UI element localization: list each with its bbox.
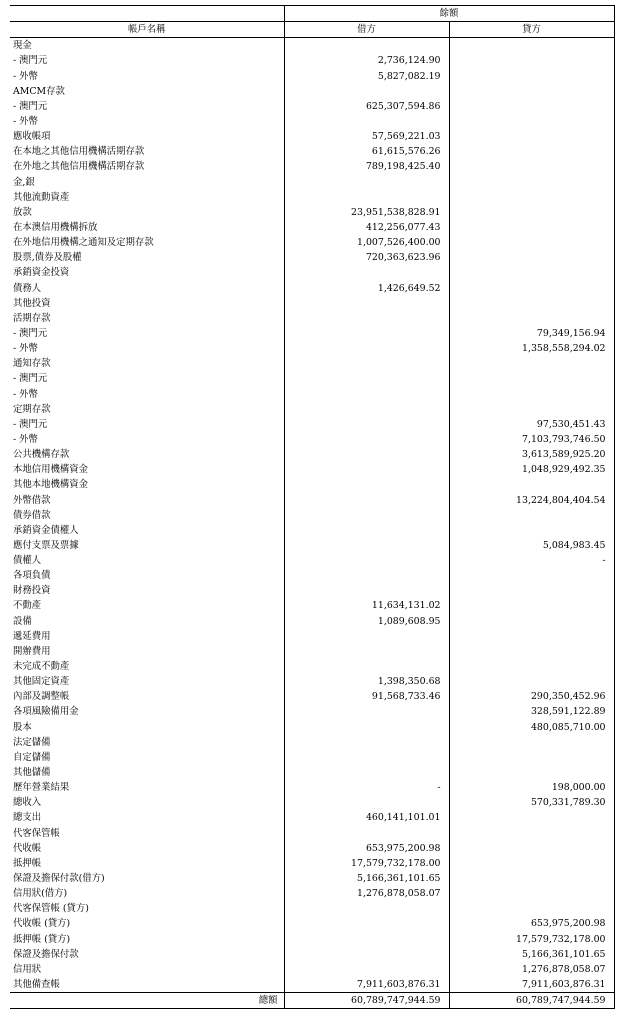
account-name-cell: 其他流動資產 [13, 191, 70, 203]
table-row [10, 84, 614, 99]
account-name-cell: 設備 [13, 615, 32, 627]
total-debit: 60,789,747,944.59 [284, 993, 449, 1009]
debit-cell [284, 447, 449, 462]
credit-cell [449, 38, 614, 54]
table-row [10, 341, 614, 356]
debit-cell [284, 916, 449, 931]
credit-cell: 79,349,156.94 [449, 326, 614, 341]
account-name-cell: 現金 [13, 40, 32, 52]
table-row [10, 311, 614, 326]
debit-cell [284, 265, 449, 280]
credit-cell [449, 750, 614, 765]
credit-cell [449, 614, 614, 629]
credit-cell: 17,579,732,178.00 [449, 932, 614, 947]
balance-header: 餘額 [284, 6, 614, 22]
debit-cell: 2,736,124.90 [284, 53, 449, 68]
debit-cell: 11,634,131.02 [284, 598, 449, 613]
account-name-cell: 其他本地機構資金 [13, 479, 89, 491]
table-row [10, 553, 614, 568]
table-row [10, 402, 614, 417]
account-name-cell: - 外幣 [13, 343, 38, 355]
table-row [10, 780, 614, 795]
debit-cell [284, 720, 449, 735]
credit-cell [449, 371, 614, 386]
credit-cell [449, 220, 614, 235]
debit-cell [284, 326, 449, 341]
credit-cell [449, 265, 614, 280]
debit-cell [284, 901, 449, 916]
table-row [10, 568, 614, 583]
credit-cell [449, 598, 614, 613]
account-name-cell: - 外幣 [13, 433, 38, 445]
table-row [10, 69, 614, 84]
credit-cell [449, 175, 614, 190]
total-label: 總額 [10, 993, 284, 1009]
debit-cell [284, 190, 449, 205]
debit-cell [284, 644, 449, 659]
credit-cell [449, 69, 614, 84]
table-row [10, 598, 614, 613]
debit-cell [284, 750, 449, 765]
table-row [10, 417, 614, 432]
credit-cell [449, 568, 614, 583]
table-row [10, 916, 614, 931]
debit-cell: 17,579,732,178.00 [284, 856, 449, 871]
table-row [10, 447, 614, 462]
table-row [10, 99, 614, 114]
credit-cell [449, 826, 614, 841]
credit-cell [449, 644, 614, 659]
debit-cell: 412,256,077.43 [284, 220, 449, 235]
debit-cell: 7,911,603,876.31 [284, 977, 449, 993]
account-name-cell: 通知存款 [13, 358, 51, 370]
credit-cell [449, 356, 614, 371]
debit-cell [284, 795, 449, 810]
account-name-cell: 股票,債券及股權 [13, 252, 82, 264]
debit-cell [284, 553, 449, 568]
account-name-cell: 各項風險備用金 [13, 706, 79, 718]
debit-cell [284, 523, 449, 538]
credit-cell [449, 886, 614, 901]
table-row [10, 977, 614, 993]
table-row [10, 886, 614, 901]
account-name-cell: 債券借款 [13, 509, 51, 521]
credit-cell: 1,276,878,058.07 [449, 962, 614, 977]
account-name-cell: 在外地信用機構之通知及定期存款 [13, 237, 154, 249]
credit-cell: 13,224,804,404.54 [449, 493, 614, 508]
account-name-cell: 承銷資金債權人 [13, 524, 79, 536]
debit-cell [284, 296, 449, 311]
credit-cell: 7,911,603,876.31 [449, 977, 614, 993]
table-row [10, 810, 614, 825]
account-name-cell: 代收帳 [13, 842, 42, 854]
account-name-header: 帳戶名稱 [10, 22, 284, 38]
account-name-cell: 活期存款 [13, 312, 51, 324]
table-row [10, 281, 614, 296]
account-name-cell: 債權人 [13, 555, 42, 567]
credit-cell: 570,331,789.30 [449, 795, 614, 810]
account-name-cell: 其他固定資產 [13, 676, 70, 688]
credit-cell [449, 674, 614, 689]
credit-cell [449, 629, 614, 644]
debit-cell [284, 462, 449, 477]
account-name-cell: - 澳門元 [13, 418, 48, 430]
table-row [10, 689, 614, 704]
credit-cell [449, 53, 614, 68]
account-name-cell: 信用狀 [13, 963, 42, 975]
account-name-cell: 開辦費用 [13, 645, 51, 657]
debit-cell [284, 417, 449, 432]
debit-cell [284, 583, 449, 598]
credit-cell [449, 281, 614, 296]
debit-cell [284, 735, 449, 750]
credit-header: 貸方 [449, 22, 614, 38]
credit-cell [449, 583, 614, 598]
debit-cell: 625,307,594.86 [284, 99, 449, 114]
credit-cell: 290,350,452.96 [449, 689, 614, 704]
account-rows [10, 38, 614, 993]
credit-cell [449, 659, 614, 674]
table-row [10, 932, 614, 947]
credit-cell [449, 523, 614, 538]
table-row [10, 38, 614, 54]
credit-cell [449, 311, 614, 326]
account-name-cell: 不動產 [13, 600, 42, 612]
table-row [10, 826, 614, 841]
table-row [10, 735, 614, 750]
account-name-cell: 應付支票及票據 [13, 539, 79, 551]
trial-balance-sheet [10, 5, 614, 1009]
account-name-cell: 其他儲備 [13, 767, 51, 779]
credit-cell: 97,530,451.43 [449, 417, 614, 432]
table-row [10, 493, 614, 508]
account-name-cell: - 澳門元 [13, 327, 48, 339]
table-row [10, 962, 614, 977]
account-name-cell: 金,銀 [13, 176, 35, 188]
credit-cell [449, 871, 614, 886]
credit-cell [449, 114, 614, 129]
table-row [10, 326, 614, 341]
table-row [10, 841, 614, 856]
table-row [10, 296, 614, 311]
account-name-cell: 債務人 [13, 282, 42, 294]
debit-cell: 57,569,221.03 [284, 129, 449, 144]
table-row [10, 614, 614, 629]
table-row [10, 659, 614, 674]
credit-cell [449, 735, 614, 750]
account-name-cell: - 外幣 [13, 70, 38, 82]
table-row [10, 159, 614, 174]
credit-cell [449, 129, 614, 144]
trial-balance-table [10, 5, 615, 1009]
debit-cell: 789,198,425.40 [284, 159, 449, 174]
account-name-cell: 放款 [13, 206, 32, 218]
account-name-cell: 保證及擔保付款 [13, 948, 79, 960]
credit-cell [449, 856, 614, 871]
credit-cell: 5,084,983.45 [449, 538, 614, 553]
debit-cell [284, 962, 449, 977]
table-row [10, 856, 614, 871]
account-name-cell: 未完成不動產 [13, 661, 70, 673]
credit-cell: 1,358,558,294.02 [449, 341, 614, 356]
debit-cell: 61,615,576.26 [284, 144, 449, 159]
debit-cell: 5,166,361,101.65 [284, 871, 449, 886]
table-row [10, 704, 614, 719]
table-row [10, 114, 614, 129]
account-name-cell: 財務投資 [13, 585, 51, 597]
table-row [10, 523, 614, 538]
debit-cell [284, 402, 449, 417]
credit-cell: - [449, 553, 614, 568]
debit-cell [284, 175, 449, 190]
debit-cell: 653,975,200.98 [284, 841, 449, 856]
account-name-cell: AMCM存款 [13, 85, 65, 97]
debit-cell [284, 629, 449, 644]
table-row [10, 901, 614, 916]
table-row [10, 371, 614, 386]
account-name-cell: 遞延費用 [13, 630, 51, 642]
debit-cell: 720,363,623.96 [284, 250, 449, 265]
credit-cell: 5,166,361,101.65 [449, 947, 614, 962]
table-row [10, 356, 614, 371]
table-row [10, 871, 614, 886]
account-name-cell: 其他投資 [13, 297, 51, 309]
debit-cell: 23,951,538,828.91 [284, 205, 449, 220]
account-name-cell: - 澳門元 [13, 373, 48, 385]
debit-cell [284, 38, 449, 54]
account-name-cell: 各項負債 [13, 570, 51, 582]
account-name-cell: 應收帳項 [13, 131, 51, 143]
account-name-cell: 承銷資金投資 [13, 267, 70, 279]
account-name-cell: 股本 [13, 721, 32, 733]
credit-cell: 328,591,122.89 [449, 704, 614, 719]
credit-cell [449, 477, 614, 492]
debit-cell [284, 114, 449, 129]
account-name-cell: 在本澳信用機構拆放 [13, 221, 98, 233]
credit-cell [449, 296, 614, 311]
debit-cell [284, 765, 449, 780]
credit-cell [449, 402, 614, 417]
debit-cell [284, 826, 449, 841]
credit-cell: 7,103,793,746.50 [449, 432, 614, 447]
account-name-cell: 在外地之其他信用機構活期存款 [13, 161, 145, 173]
debit-cell [284, 508, 449, 523]
debit-cell: 460,141,101.01 [284, 810, 449, 825]
credit-cell [449, 235, 614, 250]
total-row [10, 993, 614, 1009]
table-row [10, 432, 614, 447]
debit-cell [284, 477, 449, 492]
account-name-cell: 總收入 [13, 797, 42, 809]
account-name-cell: 代客保管帳 (貸方) [13, 903, 89, 915]
table-row [10, 462, 614, 477]
table-row [10, 947, 614, 962]
credit-cell [449, 810, 614, 825]
account-name-cell: 在本地之其他信用機構活期存款 [13, 146, 145, 158]
account-name-cell: - 外幣 [13, 115, 38, 127]
debit-cell: 1,007,526,400.00 [284, 235, 449, 250]
debit-cell [284, 704, 449, 719]
account-name-cell: 歷年營業結果 [13, 782, 70, 794]
account-name-cell: 保證及擔保付款(借方) [13, 873, 105, 885]
table-row [10, 477, 614, 492]
table-row [10, 508, 614, 523]
table-row [10, 387, 614, 402]
account-name-cell: 信用狀(借方) [13, 888, 68, 900]
debit-cell [284, 432, 449, 447]
credit-cell: 198,000.00 [449, 780, 614, 795]
table-row [10, 250, 614, 265]
credit-cell [449, 387, 614, 402]
total-credit: 60,789,747,944.59 [449, 993, 614, 1009]
debit-cell [284, 311, 449, 326]
header-row-columns [10, 22, 614, 38]
account-name-cell: 代收帳 (貸方) [13, 918, 71, 930]
credit-cell [449, 99, 614, 114]
credit-cell [449, 205, 614, 220]
account-name-cell: - 外幣 [13, 388, 38, 400]
table-row [10, 583, 614, 598]
account-name-cell: 本地信用機構資金 [13, 464, 89, 476]
debit-cell [284, 947, 449, 962]
credit-cell [449, 508, 614, 523]
debit-cell: 91,568,733.46 [284, 689, 449, 704]
account-name-cell: 代客保管帳 [13, 827, 60, 839]
credit-cell: 3,613,589,925.20 [449, 447, 614, 462]
debit-cell [284, 387, 449, 402]
credit-cell: 480,085,710.00 [449, 720, 614, 735]
debit-cell [284, 84, 449, 99]
credit-cell [449, 250, 614, 265]
account-name-cell: 定期存款 [13, 403, 51, 415]
debit-cell: 1,276,878,058.07 [284, 886, 449, 901]
account-name-cell: 其他備查帳 [13, 979, 60, 990]
account-name-cell: 內部及調整帳 [13, 691, 70, 703]
account-name-cell: 總支出 [13, 812, 42, 824]
account-name-cell: 法定儲備 [13, 736, 51, 748]
credit-cell [449, 190, 614, 205]
credit-cell [449, 159, 614, 174]
account-name-cell: - 澳門元 [13, 55, 48, 67]
debit-cell [284, 568, 449, 583]
debit-header: 借方 [284, 22, 449, 38]
table-row [10, 265, 614, 280]
table-row [10, 765, 614, 780]
table-row [10, 720, 614, 735]
credit-cell [449, 144, 614, 159]
debit-cell [284, 493, 449, 508]
table-row [10, 190, 614, 205]
table-row [10, 205, 614, 220]
table-row [10, 629, 614, 644]
debit-cell: 1,398,350.68 [284, 674, 449, 689]
account-name-cell: 自定儲備 [13, 751, 51, 763]
debit-cell: 5,827,082.19 [284, 69, 449, 84]
debit-cell [284, 356, 449, 371]
credit-cell [449, 901, 614, 916]
credit-cell [449, 765, 614, 780]
table-row [10, 53, 614, 68]
account-name-cell: 抵押帳 [13, 857, 42, 869]
debit-cell [284, 932, 449, 947]
debit-cell [284, 659, 449, 674]
table-row [10, 750, 614, 765]
table-row [10, 175, 614, 190]
debit-cell: - [284, 780, 449, 795]
account-name-cell: 外幣借款 [13, 494, 51, 506]
debit-cell [284, 341, 449, 356]
table-row [10, 144, 614, 159]
table-row [10, 220, 614, 235]
credit-cell [449, 84, 614, 99]
account-name-cell: 抵押帳 (貸方) [13, 933, 71, 945]
debit-cell [284, 371, 449, 386]
credit-cell [449, 841, 614, 856]
credit-cell: 1,048,929,492.35 [449, 462, 614, 477]
debit-cell: 1,426,649.52 [284, 281, 449, 296]
table-row [10, 795, 614, 810]
table-row [10, 644, 614, 659]
table-row [10, 674, 614, 689]
table-row [10, 235, 614, 250]
table-row [10, 129, 614, 144]
account-name-cell: 公共機構存款 [13, 449, 70, 461]
credit-cell: 653,975,200.98 [449, 916, 614, 931]
debit-cell: 1,089,608.95 [284, 614, 449, 629]
account-name-cell: - 澳門元 [13, 100, 48, 112]
header-row-balance [10, 6, 614, 22]
table-row [10, 538, 614, 553]
debit-cell [284, 538, 449, 553]
